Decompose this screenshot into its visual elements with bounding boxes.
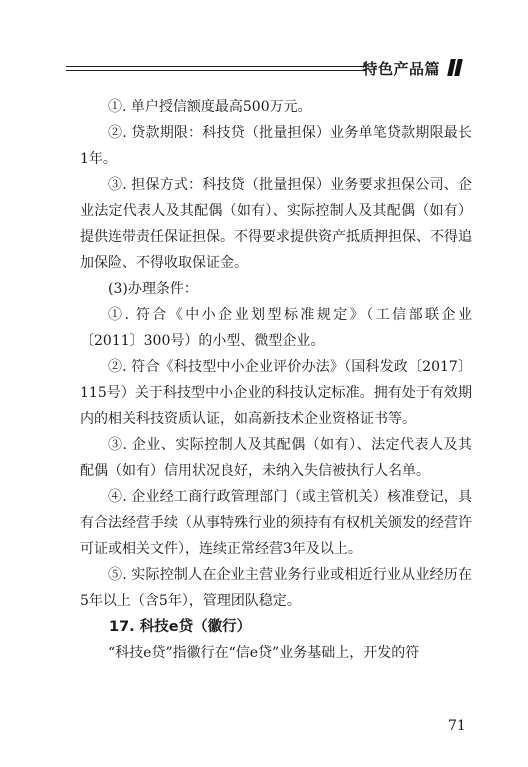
paragraph-conditions-heading: (3)办理条件： [108, 281, 198, 297]
page-number: 71 [448, 718, 466, 734]
paragraph-condition-3: ③. 企业、实际控制人及其配偶（如有）、法定代表人及其配偶（如有）信用状况良好，未纳入失信被执行人名单。 [80, 437, 472, 479]
paragraph-condition-1: ①. 符合《中小企业划型标准规定》（工信部联企业〔2011〕300号）的小型、微型企业。 [80, 307, 472, 349]
product-heading: 17. 科技e贷（徽行） [109, 619, 252, 635]
paragraph-product-intro: “科技e贷”指徽行在“信e贷”业务基础上，开发的符 [108, 645, 420, 661]
header-rule-bottom [66, 70, 366, 71]
title-bar-mark [454, 59, 463, 76]
paragraph-guarantee-method: ③. 担保方式：科技贷（批量担保）业务要求担保公司、企业法定代表人及其配偶（如有）、实际控制人及其配偶（如有）提供连带责任保证担保。不得要求提供资产抵质押担保、不得追加保险、不得收取保证金。 [80, 177, 472, 271]
paragraph-condition-5: ⑤. 实际控制人在企业主营业务行业或相近行业从业经历在5年以上（含5年），管理团队稳定。 [80, 567, 472, 609]
paragraph-condition-4: ④. 企业经工商行政管理部门（或主管机关）核准登记，具有合法经营手续（从事特殊行业的须持有有权机关颁发的经营许可证或相关文件），连续正常经营3年及以上。 [80, 489, 472, 557]
running-header [66, 56, 462, 80]
header-rule-top [66, 66, 366, 67]
paragraph-condition-2: ②. 符合《科技型中小企业评价办法》（国科发政〔2017〕115号）关于科技型中小企业的科技认定标准。拥有处于有效期内的相关科技资质认证，如高新技术企业资格证书等。 [80, 359, 472, 427]
page-body [80, 94, 472, 666]
paragraph-loan-term: ②. 贷款期限：科技贷（批量担保）业务单笔贷款期限最长1年。 [80, 125, 472, 167]
paragraph-credit-limit: ①. 单户授信额度最高500万元。 [108, 99, 312, 115]
section-title: 特色产品篇 [362, 60, 440, 78]
